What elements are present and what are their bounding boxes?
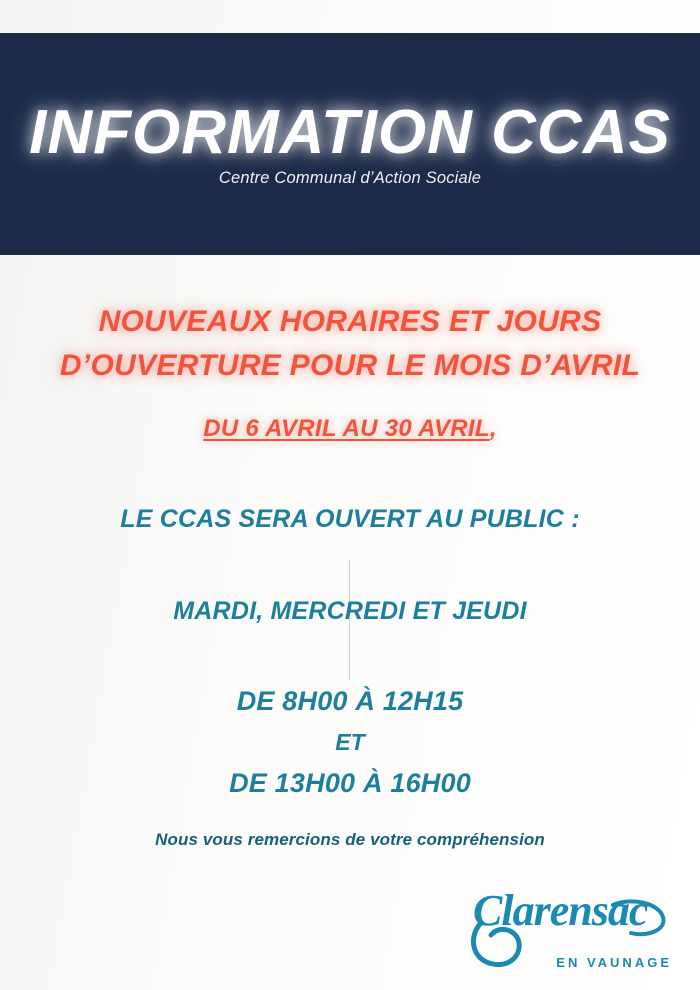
poster-body — [0, 255, 700, 990]
date-range-comma: , — [489, 415, 497, 442]
date-range — [0, 415, 700, 443]
headline-line-2: D’OUVERTURE POUR LE MOIS D’AVRIL — [59, 348, 641, 382]
header-band — [0, 33, 700, 255]
hours-afternoon: DE 13H00 À 16H00 — [229, 768, 471, 799]
opening-days: MARDI, MERCREDI ET JEUDI — [173, 597, 527, 625]
date-range-text: DU 6 AVRIL AU 30 AVRIL — [203, 415, 490, 442]
clarensac-logo — [463, 883, 678, 978]
open-statement: LE CCAS SERA OUVERT AU PUBLIC : — [120, 505, 580, 533]
page-subtitle: Centre Communal d’Action Sociale — [218, 169, 482, 188]
hours-morning: DE 8H00 À 12H15 — [236, 686, 464, 716]
headline-line-1: NOUVEAUX HORAIRES ET JOURS — [98, 305, 602, 338]
logo-wordmark: Clarensac — [473, 886, 648, 935]
hours-separator: ET — [335, 729, 365, 756]
opening-hours — [0, 680, 700, 805]
logo-tagline: EN VAUNAGE — [556, 955, 672, 970]
thanks-note: Nous vous remercions de votre compréhension — [155, 830, 545, 849]
page-title: INFORMATION CCAS — [29, 97, 671, 167]
headline — [0, 300, 700, 387]
